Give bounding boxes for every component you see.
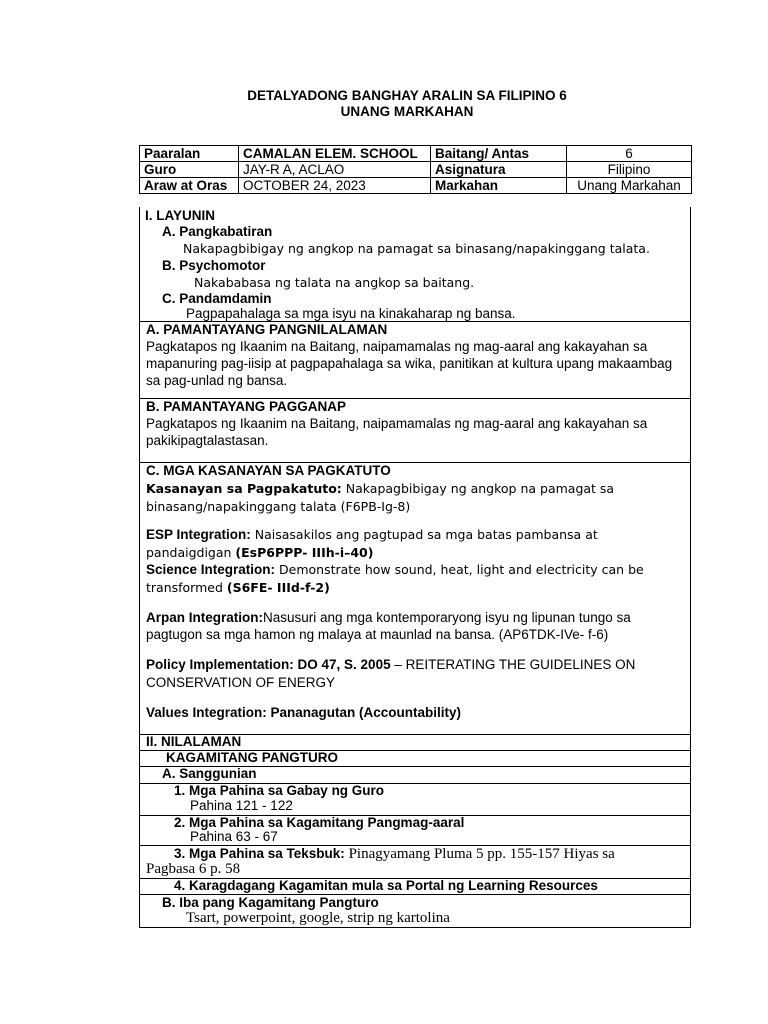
arpan-integration [146,609,686,643]
portal-label: 4. Karagdagang Kagamitan mula sa Portal ng Learning Resources [174,878,598,893]
pagganap-text: Pagkatapos ng Ikaanim na Baitang, naipamamalas ng mag-aaral ang kakayahan sa pakikipagtalastasan. [146,416,648,448]
subject-value: Filipino [567,162,692,178]
pangkabatiran-text: Nakapagbibigay ng angkop na pamagat sa binasang/napakinggang talata. [183,241,650,256]
sanggunian-row [139,767,691,784]
teacher-value: JAY-R A, ACLAO [239,162,431,178]
arpan-text: Nasusuri ang mga kontemporaryong isyu ng lipunan tungo sa pagtugon sa mga hamon ng malaya at maunlad na bansa. (AP6TDK-IVe- f-6) [146,610,631,642]
kasanayan-text: Nakapagbibigay ng angkop na pamagat sa binasang/napakinggang talata [146,481,615,514]
kasanayan-heading: C. MGA KASANAYAN SA PAGKATUTO [146,463,391,478]
values-integration: Values Integration: Pananagutan (Accountability) [146,705,462,720]
teacher-label: Guro [140,162,239,178]
kagamitang-pangmag-aaral-value: Pahina 63 - 67 [190,829,278,844]
kasanayan-code: (F6PB-Ig-8) [340,499,411,514]
pagganap-section [139,399,691,463]
kagamitan-heading: KAGAMITANG PANGTURO [166,750,338,765]
teksbuk-line-1 [174,846,615,862]
science-code: (S6FE- IIId-f-2) [226,580,330,595]
layunin-section [139,207,691,322]
nilalaman-heading-row [139,735,691,751]
layunin-heading: I. LAYUNIN [145,208,216,223]
kasanayan-section [139,463,691,735]
iba-pang-kagamitan-value: Tsart, powerpoint, google, strip ng kartolina [186,910,450,926]
grade-value: 6 [567,146,692,162]
teksbuk-label: 3. Mga Pahina sa Teksbuk: [174,846,345,861]
kasanayan-pagkatuto [146,480,686,516]
esp-text: Naisasakilos ang pagtupad sa mga batas pambansa at pandaigdigan [146,527,598,560]
teksbuk-row [139,846,691,879]
teksbuk-value-a: Pinagyamang Pluma 5 pp. 155-157 Hiyas sa [344,846,615,862]
science-label: Science Integration: [146,562,276,577]
info-row-date [140,178,692,194]
pangkabatiran-label: A. Pangkabatiran [162,224,273,239]
subject-label: Asignatura [431,162,567,178]
pagganap-heading: B. PAMANTAYANG PAGGANAP [146,399,347,414]
grade-label: Baitang/ Antas [431,146,567,162]
date-label: Araw at Oras [140,178,239,194]
esp-label: ESP Integration: [146,527,251,542]
psychomotor-label: B. Psychomotor [162,258,266,273]
school-label: Paaralan [140,146,239,162]
pandamdamin-label: C. Pandamdamin [162,291,272,306]
esp-integration [146,526,686,562]
document-title-line-1: DETALYADONG BANGHAY ARALIN SA FILIPINO 6 [247,88,567,103]
esp-code: (EsP6PPP- IIIh-i–40) [235,545,374,560]
iba-pang-kagamitan-label: B. Iba pang Kagamitang Pangturo [162,895,379,910]
date-value: OCTOBER 24, 2023 [239,178,431,194]
gabay-value: Pahina 121 - 122 [190,798,293,813]
policy-text: – REITERATING THE GUIDELINES ON CONSERVATION OF ENERGY [146,657,636,690]
kagamitang-pangmag-aaral-row [139,816,691,846]
science-text: Demonstrate how sound, heat, light and electricity can be transformed [146,562,644,595]
kasanayan-label: Kasanayan sa Pagpakatuto: [146,481,342,496]
gabay-label: 1. Mga Pahina sa Gabay ng Guro [174,783,385,798]
pangnilalaman-section [139,322,691,399]
pangnilalaman-text: Pagkatapos ng Ikaanim na Baitang, naipamamalas ng mag-aaral ang kakayahan sa mapanuring pag-iisip at pagpapahalaga sa wika, panitikan at kultura upang makaambag sa pag-unlad ng bansa. [146,339,673,388]
psychomotor-text: Nakababasa ng talata na angkop sa baitang. [194,275,475,290]
gabay-row [139,784,691,816]
quarter-label: Markahan [431,178,567,194]
quarter-value: Unang Markahan [567,178,692,194]
pandamdamin-text: Pagpapahalaga sa mga isyu na kinakaharap ng bansa. [186,306,516,321]
school-value: CAMALAN ELEM. SCHOOL [239,146,431,162]
info-row-school [140,146,692,162]
policy-label: Policy Implementation: DO 47, S. 2005 [146,657,391,672]
arpan-label: Arpan Integration: [146,610,263,625]
kagamitan-row [139,751,691,767]
iba-pang-kagamitan-row [139,895,691,928]
kagamitang-pangmag-aaral-label: 2. Mga Pahina sa Kagamitang Pangmag-aaral [174,815,465,830]
document-title-line-2: UNANG MARKAHAN [340,104,474,119]
science-integration [146,561,686,597]
nilalaman-heading: II. NILALAMAN [146,734,242,749]
sanggunian-label: A. Sanggunian [162,766,257,781]
info-table [139,145,692,194]
teksbuk-value-b: Pagbasa 6 p. 58 [146,861,241,877]
policy-implementation [146,656,686,692]
portal-row [139,879,691,895]
info-row-teacher [140,162,692,178]
pangnilalaman-heading: A. PAMANTAYANG PANGNILALAMAN [146,322,388,337]
